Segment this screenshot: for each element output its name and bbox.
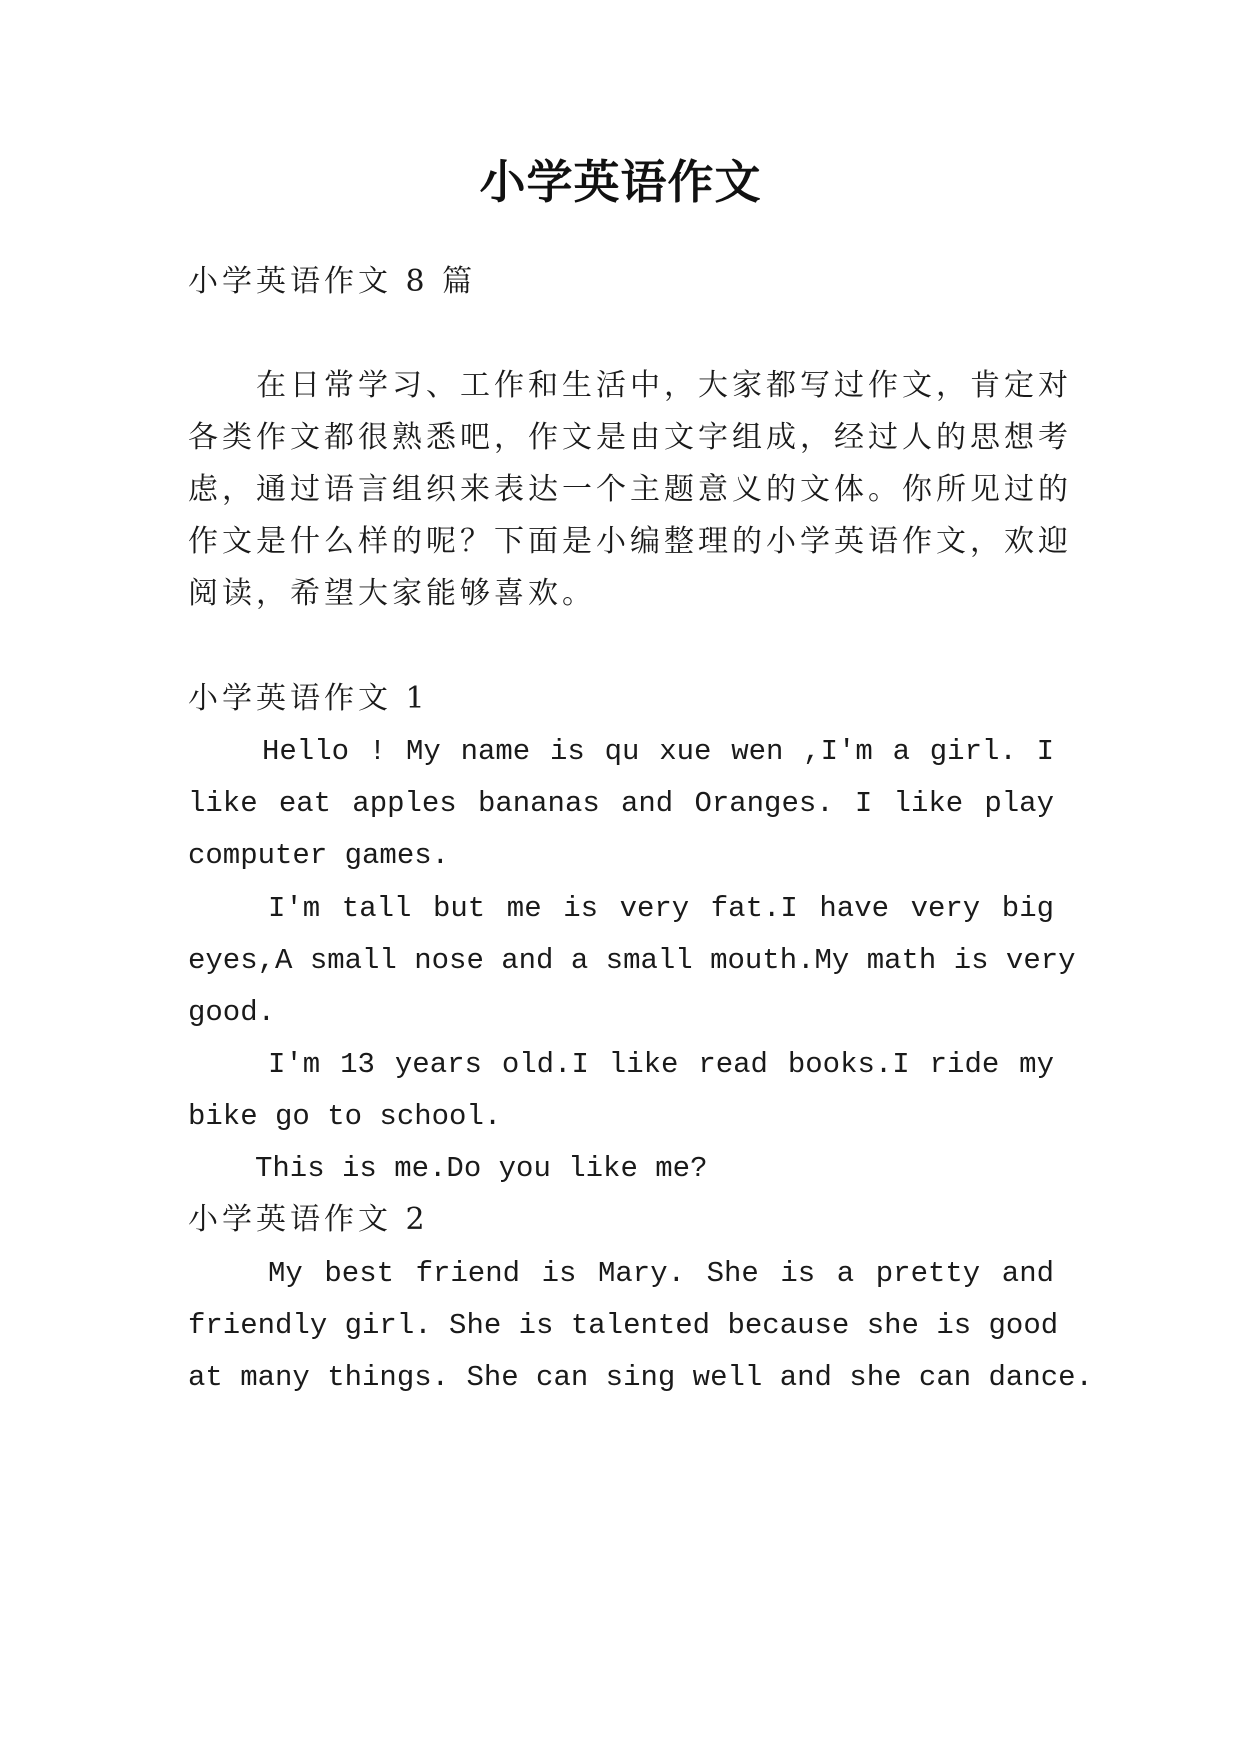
essay1-line: This is me.Do you like me? [255, 1152, 708, 1185]
essay1-line: I'm tall but me is very fat.I have very big [268, 892, 1054, 925]
essay1-line: like eat apples bananas and Oranges. I like play [188, 787, 1054, 820]
essay1-line: I'm 13 years old.I like read books.I ride my [268, 1048, 1054, 1081]
essay1-line: bike go to school. [188, 1100, 502, 1133]
intro-line: 各类作文都很熟悉吧，作文是由文字组成，经过人的思想考 [188, 420, 1072, 455]
essay1-line: Hello ! My name is qu xue wen ,I'm a girl. I [262, 735, 1054, 768]
essay2-line: My best friend is Mary. She is a pretty and [268, 1257, 1054, 1290]
intro-line: 作文是什么样的呢？下面是小编整理的小学英语作文，欢迎 [188, 524, 1072, 559]
essay1-line: good. [188, 996, 276, 1029]
essay2-heading: 小学英语作文 2 [188, 1202, 429, 1237]
essay1-heading: 小学英语作文 1 [188, 681, 429, 716]
document-title: 小学英语作文 [479, 155, 762, 209]
intro-line: 在日常学习、工作和生活中，大家都写过作文，肯定对 [256, 368, 1072, 403]
essay1-line: eyes,A small nose and a small mouth.My math is very [188, 944, 1076, 977]
intro-line: 阅读，希望大家能够喜欢。 [188, 576, 596, 611]
intro-line: 虑，通过语言组织来表达一个主题意义的文体。你所见过的 [188, 472, 1072, 507]
document-subtitle: 小学英语作文 8 篇 [188, 264, 477, 299]
essay2-line: at many things. She can sing well and she can dance. [188, 1361, 1093, 1394]
essay2-line: friendly girl. She is talented because she is good [188, 1309, 1059, 1342]
essay1-line: computer games. [188, 839, 450, 872]
